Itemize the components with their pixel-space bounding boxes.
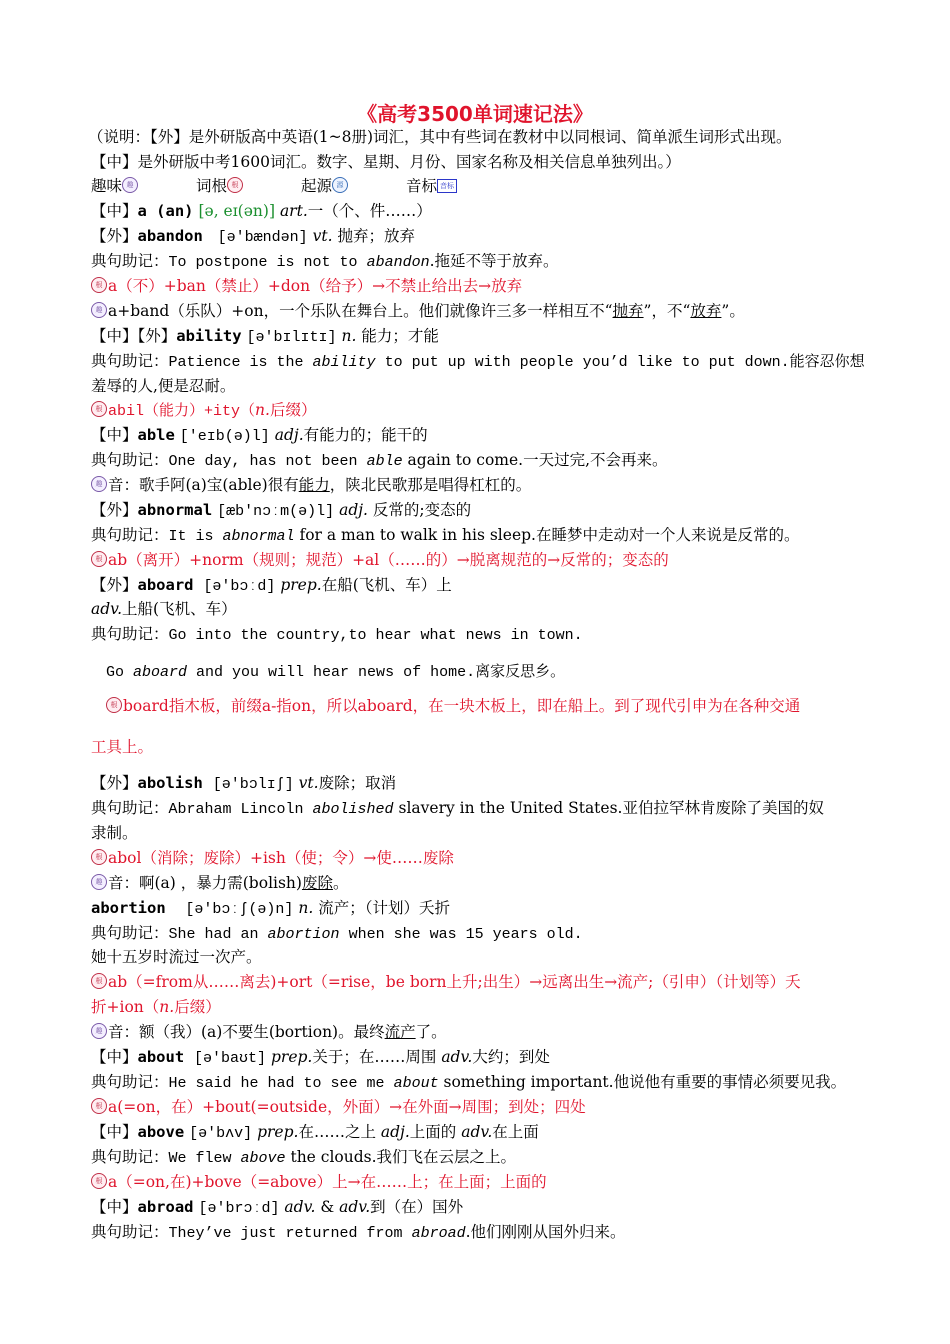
example-text: Go [106,664,134,681]
entry-tag: 【中】 [91,202,138,220]
entry-abolish-fun [91,872,349,894]
entry-abolish-example-cont: 隶制。 [91,824,138,842]
part-of-speech: n. [341,327,357,345]
phonetic: [ə'baʊt] [194,1050,267,1067]
example-keyword: abroad [411,1225,466,1242]
entry-above-header [91,1121,539,1145]
entry-able-header [91,424,428,448]
fun-keyword: 能力 [298,476,330,494]
definition: 上面的 [409,1123,457,1141]
root-note: abol（消除；废除）+ish（使；令）→使……废除 [108,849,454,867]
example-label: 典句助记： [91,799,169,817]
entry-abandon-fun [91,300,745,322]
root-note: a(=on，在）+bout(=outside，外面）→在外面→周围；到处；四处 [108,1098,586,1116]
example-label: 典句助记： [91,252,169,270]
headword: able [137,426,175,444]
entry-ability-example-cont: 羞辱的人,便是忍耐。 [91,377,236,395]
definition: 在上面 [492,1123,539,1141]
root-note: 折+ion（ [91,998,160,1016]
intro-line-2: 【中】是外研版中考1600词汇。数字、星期、月份、国家名称及相关信息单独列出。） [91,153,681,171]
headword: above [137,1123,185,1141]
entry-abnormal-root [91,549,669,571]
root-note: n. [255,401,270,419]
entry-aboard-example [91,623,583,647]
example-keyword: above [240,1150,286,1167]
example-text: .他们刚刚从国外归来。 [465,1223,626,1241]
entry-able-fun [91,474,531,496]
fun-note: ，陕北民歌那是唱得杠杠的。 [329,476,532,494]
definition: 有能力的；能干的 [303,426,428,444]
example-text: To postpone is not to [168,254,367,271]
phonetic-bracket: ] [268,202,275,220]
headword: a (an) [137,202,194,220]
part-of-speech: art. [279,202,308,220]
entry-about-example [91,1071,846,1095]
entry-abolish-root [91,847,454,869]
example-text: Patience is the [168,354,313,371]
entry-about-root [91,1096,586,1118]
phonetic: [ə'bɔlɪʃ] [212,776,294,793]
part-of-speech: adj. [274,426,304,444]
part-of-speech: adv. [284,1198,316,1216]
definition: 一（个、件……） [307,202,432,220]
example-text: Abraham Lincoln [168,801,313,818]
phonetic: [ə'brɔːd] [198,1200,280,1217]
entry-ability-header [91,325,439,349]
entry-abortion-example [91,922,583,946]
example-text: .拖延不等于放弃。 [429,252,559,270]
entry-tag: 【中】 [91,1198,138,1216]
phonetic: [ə'bɔːd] [203,578,276,595]
fun-note: ”，不“ [643,302,691,320]
entry-abandon-header [91,225,415,249]
example-text: We flew [168,1150,241,1167]
root-note: a（不）+ban（禁止）+don（给予）→不禁止给出去→放弃 [108,277,523,295]
fun-note: 音：歌手阿(a)宝(able)很有 [108,476,299,494]
entry-abnormal-example [91,524,799,548]
phonetic: ə, eɪ(ən) [204,202,269,220]
headword: aboard [137,576,194,594]
fun-icon: 趣 [91,302,107,318]
root-icon: 根 [91,973,107,989]
example-keyword: abandon [366,254,430,271]
fun-note: ”。 [721,302,745,320]
headword: about [137,1048,185,1066]
headword: ability [176,327,242,345]
definition: 到（在）国外 [370,1198,464,1216]
definition: 反常的;变态的 [372,501,472,519]
fun-icon: 趣 [91,874,107,890]
example-label: 典句助记： [91,1148,169,1166]
part-of-speech: vt. [312,227,333,245]
fun-keyword: 流产 [384,1023,416,1041]
fun-note: 。 [332,874,349,892]
part-of-speech: adv. [339,1198,371,1216]
root-note: a（=on,在)+bove（=above）上→在……上；在上面；上面的 [108,1173,547,1191]
phonetic-icon: 音标 [437,179,457,193]
headword: abolish [137,774,203,792]
entry-tag: 【中】 [91,426,138,444]
root-icon: 根 [227,177,243,193]
example-keyword: abortion [267,926,340,943]
headword: abnormal [137,501,213,519]
example-label: 典句助记： [91,451,169,469]
example-text: She had an [168,926,268,943]
phonetic: [ə'bɔːʃ(ə)n] [185,901,294,918]
entry-abandon-example [91,250,559,274]
entry-aboard-root [106,695,800,717]
entry-aboard-example-2 [106,660,565,684]
headword: abandon [137,227,203,245]
entry-ability-root [91,399,316,423]
entry-abortion-root [91,971,801,993]
headword: abroad [137,1198,194,1216]
entry-aboard-root-cont: 工具上。 [91,738,154,756]
root-icon: 根 [91,849,107,865]
example-text: something important.他说他有重要的事情必须要见我。 [438,1073,847,1091]
root-note: board指木板，前缀a-指on，所以aboard，在一块木板上，即在船上。到了现代引申为在各种交通 [123,697,801,715]
example-text: It is [168,528,223,545]
entry-aboard-def2 [91,598,237,620]
document-title: 《高考3500单词速记法》 [357,102,593,126]
entry-abortion-root-cont [91,996,221,1018]
root-icon: 根 [91,551,107,567]
definition: 在……之上 [298,1123,376,1141]
definition: 能力；才能 [361,327,439,345]
example-label: 典句助记： [91,526,169,544]
example-text: to put up with people you’d like to put down.能容忍你想 [375,354,865,371]
part-of-speech: vt. [298,774,319,792]
example-text: slavery in the United States.亚伯拉罕林肯废除了美国的奴 [393,799,824,817]
example-text: One day, has not been [168,453,367,470]
fun-note: a+band（乐队）+on，一个乐队在舞台上。他们就像许三多一样相互不“ [108,302,613,320]
example-text: and you will hear news of home.离家反思乡。 [187,664,566,681]
root-icon: 根 [91,1098,107,1114]
legend-origin-label: 起源 [301,177,333,195]
root-note: 后缀） [269,401,317,419]
fun-keyword: 抛弃 [612,302,644,320]
legend-fun-label: 趣味 [91,177,123,195]
fun-icon: 趣 [91,476,107,492]
entry-tag: 【外】 [91,774,138,792]
example-text: again to come.一天过完,不会再来。 [402,451,668,469]
root-note: 后缀） [174,998,221,1016]
root-note: ab（=from从……离去)+ort（=rise，be born上升;出生）→远离出生→流产;（引申）（计划等）夭 [108,973,801,991]
entry-abortion-header [91,897,450,921]
entry-tag: 【中】【外】 [91,327,177,345]
example-text: They’ve just returned from [168,1225,412,1242]
fun-keyword: 放弃 [690,302,722,320]
part-of-speech: adv. [91,600,123,618]
entry-above-example [91,1146,516,1170]
example-keyword: able [366,453,403,470]
definition: 大约；到处 [472,1048,550,1066]
entry-tag: 【中】 [91,1123,138,1141]
example-keyword: abnormal [222,528,295,545]
entry-abolish-example [91,797,824,821]
entry-abnormal-header [91,499,471,523]
entry-abandon-root [91,275,522,297]
part-of-speech: prep. [257,1123,299,1141]
phonetic: [æb'nɔːm(ə)l] [217,503,335,520]
definition: 废除；取消 [318,774,397,792]
intro-line-1: （说明：【外】是外研版高中英语(1~8册)词汇，其中有些词在教材中以同根词、简单派生词形式出现。 [88,128,792,146]
legend-phonetic-label: 音标 [406,177,438,195]
entry-tag: 【外】 [91,227,138,245]
legend [91,175,457,197]
definition: 抛弃；放弃 [337,227,415,245]
entry-abortion-example-cn: 她十五岁时流过一次产。 [91,948,262,966]
example-label: 典句助记： [91,1073,169,1091]
part-of-speech: adj. [339,501,368,519]
root-icon: 根 [91,277,107,293]
phonetic: [ə'bændən] [217,229,308,246]
entry-ability-example [91,350,865,374]
definition: 流产；（计划）夭折 [318,899,450,917]
phonetic: ['eɪb(ə)l] [179,428,270,445]
example-keyword: about [393,1075,439,1092]
example-text: when she was 15 years old. [339,926,583,943]
entry-abortion-fun [91,1021,447,1043]
part-of-speech: adv. [461,1123,493,1141]
root-note: n. [159,998,175,1016]
fun-keyword: 废除 [301,874,333,892]
entry-abroad-example [91,1221,626,1245]
fun-note: 音：啊(a) ，暴力需(bolish) [108,874,302,892]
phonetic: [ə'bʌv] [189,1125,253,1142]
legend-root-label: 词根 [196,177,228,195]
part-of-speech: prep. [271,1048,313,1066]
part-of-speech: adj. [380,1123,410,1141]
phonetic: [ə'bɪlɪtɪ] [246,329,337,346]
example-text: He said he had to see me [168,1075,394,1092]
definition: 在船(飞机、车）上 [321,576,452,594]
entry-about-header [91,1046,550,1070]
part-of-speech: prep. [280,576,322,594]
example-label: 典句助记： [91,924,169,942]
entry-able-example [91,449,668,473]
fun-note: 了。 [415,1023,447,1041]
headword: abortion [91,899,166,917]
example-keyword: abolished [312,801,394,818]
entry-abroad-header [91,1196,463,1220]
fun-icon: 趣 [91,1023,107,1039]
example-text: Go into the country,to hear what news in town. [168,627,583,644]
entry-a-header [91,200,432,222]
definition: 关于；在……周围 [312,1048,437,1066]
entry-abolish-header [91,772,396,796]
entry-tag: 【中】 [91,1048,138,1066]
example-text: for a man to walk in his sleep.在睡梦中走动对一个人来说是反常的。 [294,526,800,544]
conjunction: & [320,1198,335,1216]
root-icon: 根 [106,697,122,713]
origin-icon: 源 [332,177,348,193]
example-keyword: ability [312,354,376,371]
root-icon: 根 [91,1173,107,1189]
example-label: 典句助记： [91,1223,169,1241]
example-keyword: aboard [133,664,188,681]
entry-tag: 【外】 [91,576,138,594]
part-of-speech: adv. [441,1048,473,1066]
example-text: the clouds.我们飞在云层之上。 [285,1148,517,1166]
fun-note: 音：额（我）(a)不要生(bortion)。最终 [108,1023,385,1041]
fun-icon: 趣 [122,177,138,193]
example-label: 典句助记： [91,352,169,370]
root-note: abil（能力）+ity（ [108,403,256,420]
entry-aboard-header [91,574,452,598]
phonetic-bracket: [ [198,202,205,220]
root-note: ab（离开）+norm（规则；规范）+al（……的）→脱离规范的→反常的；变态的 [108,551,669,569]
root-icon: 根 [91,401,107,417]
entry-above-root [91,1171,547,1193]
entry-tag: 【外】 [91,501,138,519]
example-label: 典句助记： [91,625,169,643]
part-of-speech: n. [298,899,314,917]
definition: 上船(飞机、车） [122,600,237,618]
